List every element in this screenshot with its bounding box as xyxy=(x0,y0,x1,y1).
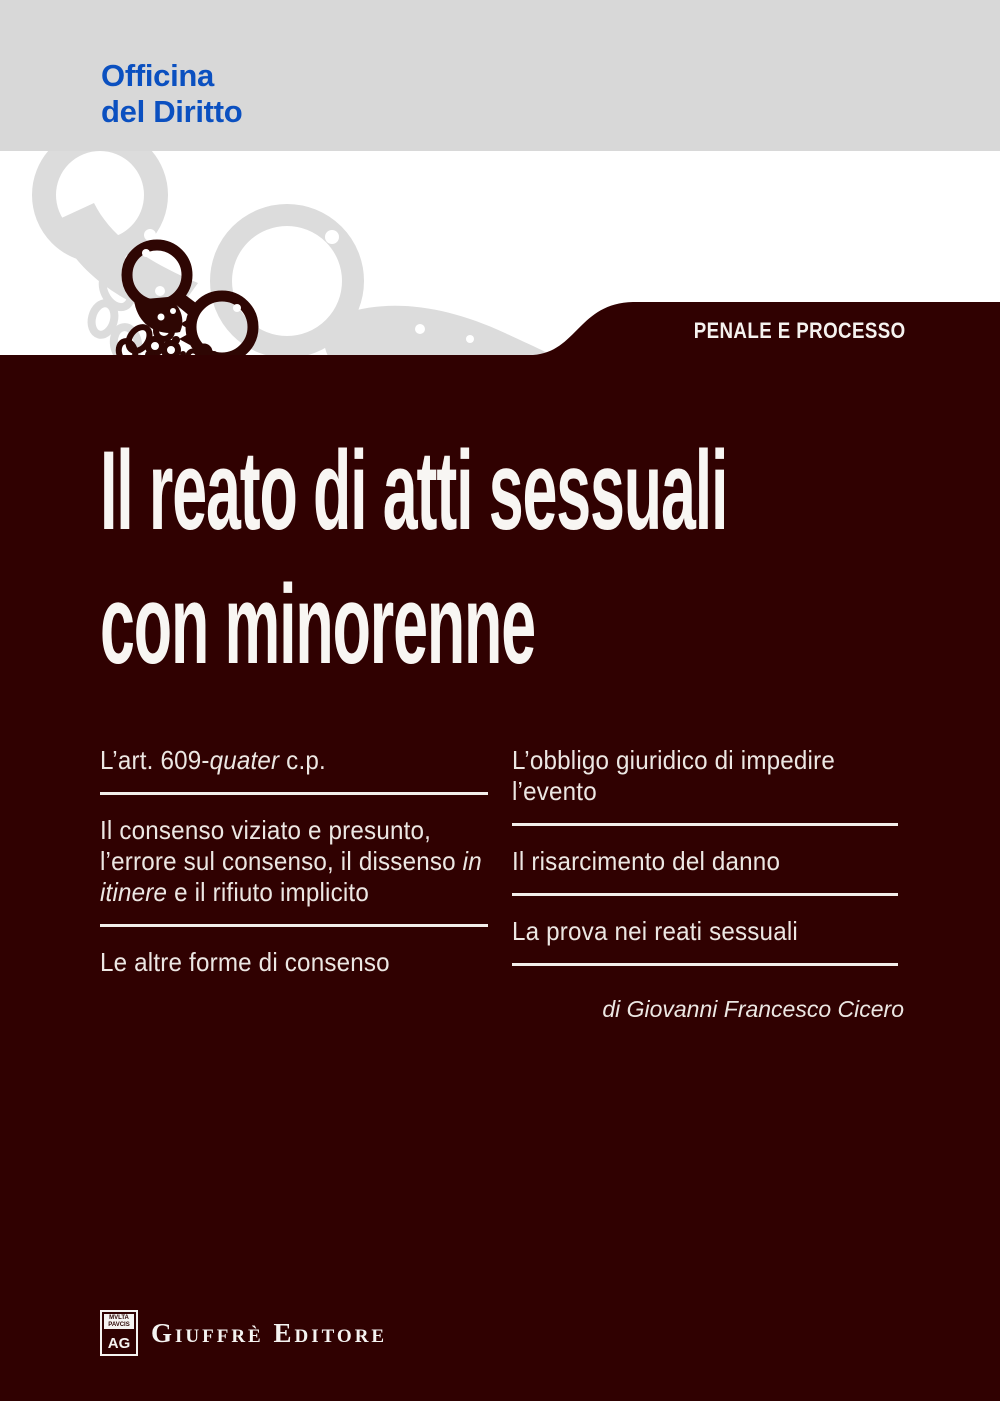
author-byline: di Giovanni Francesco Cicero xyxy=(602,996,904,1022)
topic-item: Le altre forme di consenso xyxy=(100,947,390,977)
emblem-motto-line-2: PAVCIS xyxy=(108,1321,130,1328)
topics-column-right xyxy=(512,745,928,1022)
series-tab xyxy=(600,303,1000,356)
header-band xyxy=(0,0,1000,151)
divider xyxy=(512,823,898,826)
divider xyxy=(512,963,898,966)
series-tab-label: PENALE E PROCESSO xyxy=(694,317,906,343)
topic-text-italic: quater xyxy=(209,745,280,775)
publisher-name: Giuffrè Editore xyxy=(151,1317,388,1348)
divider xyxy=(100,792,488,795)
brand-line-2: del Diritto xyxy=(101,94,243,129)
topic-item: L’obbligo giuridico di impedire l’evento xyxy=(512,745,836,806)
brand-line-1: Officina xyxy=(101,58,215,93)
brand-logo xyxy=(101,58,242,130)
publisher-emblem-initials: AG xyxy=(107,1335,131,1352)
book-title xyxy=(100,424,1000,692)
divider xyxy=(100,924,488,927)
topics-column-left xyxy=(100,745,520,978)
topic-item xyxy=(100,745,491,776)
book-title-line-2: con minorenne xyxy=(100,562,535,687)
publisher-emblem xyxy=(100,1310,138,1356)
publisher-logo xyxy=(100,1310,387,1356)
topic-text-italic: in itinere xyxy=(100,846,482,907)
topic-item: Il risarcimento del danno xyxy=(512,846,781,876)
topic-text: e il rifiuto implicito xyxy=(167,877,369,907)
topic-text: c.p. xyxy=(279,745,326,775)
topic-text: Il consenso viziato e presunto, l’errore sul consenso, il dissenso xyxy=(100,815,463,876)
topic-item xyxy=(100,815,491,908)
publisher-emblem-motto xyxy=(104,1314,134,1329)
divider xyxy=(512,893,898,896)
emblem-motto-line-1: MVLTA xyxy=(109,1315,129,1321)
topic-item: La prova nei reati sessuali xyxy=(512,916,798,946)
book-title-line-1: Il reato di atti sessuali xyxy=(100,428,728,553)
topic-text: L’art. 609- xyxy=(100,745,210,775)
